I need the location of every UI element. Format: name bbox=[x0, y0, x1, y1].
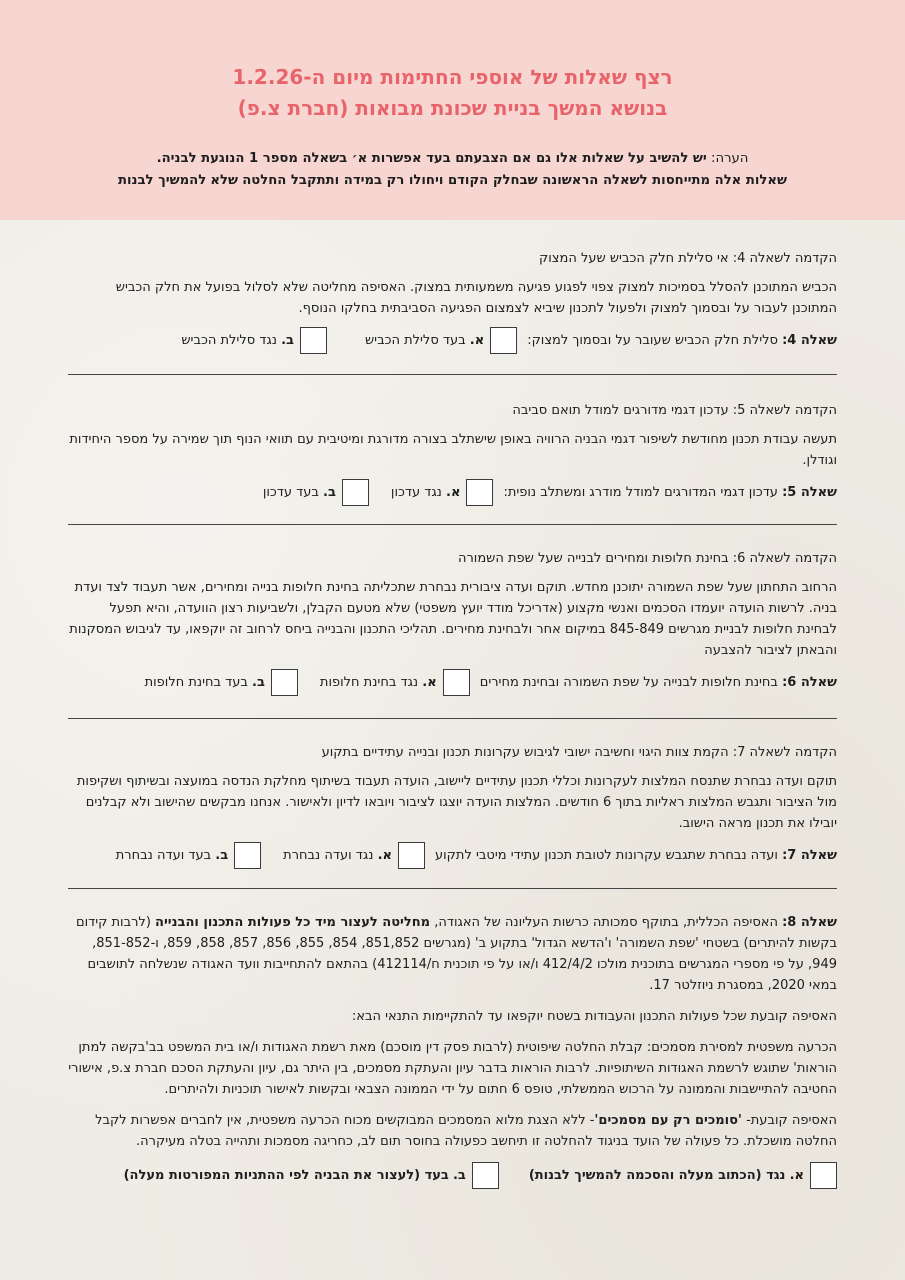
q5-checkbox-a[interactable] bbox=[466, 479, 493, 506]
q8-p1c: (לרבות קידום בקשות להיתרים) בשטחי 'שפת השמורה' ו'הדשא הגדול' בתקוע ב' (מגרשים 851,852, 854, 855, 856, 857, 858, 859, ו-851-852, 949, על פי מספרי המגרשים בתוכנית מולכו 412/4/2 ו/או על פי תוכנית ח/412114) בהתאם להתחייבות וועד האגודה שנשלחה לתושבים במאי 2020, במסגרת ניוזלטר 17. bbox=[75, 915, 837, 993]
q8-option-a-letter: א. bbox=[789, 1168, 804, 1183]
q6-intro-title: הקדמה לשאלה 6: בחינת חלופות ומחירים לבנייה שעל שפת השמורה bbox=[457, 551, 837, 566]
note-block bbox=[60, 148, 845, 192]
q6-question bbox=[480, 672, 837, 693]
note-label: הערה: bbox=[711, 151, 749, 166]
q5-option-b-label: בעד עדכון bbox=[262, 485, 319, 500]
q4-option-b-letter: ב. bbox=[281, 333, 294, 348]
q6-label: שאלה 6: bbox=[782, 675, 837, 690]
q8-paragraph-4 bbox=[68, 1110, 837, 1152]
q6-option-a[interactable] bbox=[320, 669, 470, 696]
q8-paragraph-3: הכרעה משפטית למסירת מסמכים: קבלת החלטה שיפוטית (לרבות פסק דין מוסכם) מאת רשמת האגודות ו/או בית המשפט בב'בקשה למתן הוראות' שתוגש לרשמת האגודות השיתופיות. לרבות הוראות בדבר עיון והעתקת מסמכים, בין היתר גם, עיון והעתקת הסכם חברת צ.פ, אישורי החטיבה להתיישבות והממונה על הרכוש הממשלתי, טופס 6 חתום על ידי הממונה הצבאי ובקשות לאישור תוכניות ולהיתרים. bbox=[68, 1040, 837, 1097]
q6-option-a-letter: א. bbox=[422, 675, 437, 690]
q7-intro-text: תוקם ועדה נבחרת שתנסח המלצות לעקרונות וכללי תכנון עתידיים ליישוב, הועדה תעבוד בשיתוף מחלקת הנדסה במועצה ובשיתוף ושקיפות מול הציבור ותגבש המלצות ראליות בתוך 6 חודשים. המלצות הועדה יוצגו לציבור ויובאו לדיון ולאישור. אנחנו מבקשים שהישוב ולא קבלנים יובילו את תכנון מראה הישוב. bbox=[76, 774, 837, 831]
q7-option-a-letter: א. bbox=[377, 848, 392, 863]
q7-question bbox=[435, 845, 837, 866]
q4-question-text: סלילת חלק הכביש שעובר על ובסמוך למצוק: bbox=[527, 333, 778, 348]
q8-answer-row bbox=[68, 1162, 837, 1189]
note-text-2c: להמשיך לבנות bbox=[118, 173, 207, 188]
q8-p4a: האסיפה קובעת- bbox=[746, 1113, 837, 1128]
q7-checkbox-a[interactable] bbox=[398, 842, 425, 869]
q5-label: שאלה 5: bbox=[782, 485, 837, 500]
q4-question bbox=[527, 330, 837, 351]
q4-label: שאלה 4: bbox=[782, 333, 837, 348]
q4-answer-row bbox=[68, 327, 837, 354]
q4-option-a-label: בעד סלילת הכביש bbox=[364, 333, 466, 348]
q4-checkbox-a[interactable] bbox=[490, 327, 517, 354]
divider-4 bbox=[68, 888, 837, 889]
document-title bbox=[0, 62, 905, 124]
q4-checkbox-b[interactable] bbox=[300, 327, 327, 354]
q7-option-b-label: בעד ועדה נבחרת bbox=[115, 848, 212, 863]
note-line-1 bbox=[60, 148, 845, 170]
q6-option-a-label: נגד בחינת חלופות bbox=[319, 675, 419, 690]
q8-paragraph-2: האסיפה קובעת שכל פעולות התכנון והעבודות בשטח יוקפאו עד להתקיימות התנאי הבא: bbox=[351, 1009, 837, 1024]
q6-checkbox-b[interactable] bbox=[271, 669, 298, 696]
note-text-2b: שלא bbox=[210, 173, 239, 188]
q7-answer-row bbox=[68, 842, 837, 869]
q8-paragraph-1 bbox=[68, 912, 837, 996]
q8-p1b: מחליטה לעצור מיד כל פעולות התכנון והבנייה bbox=[155, 915, 431, 930]
q5-option-a-letter: א. bbox=[446, 485, 461, 500]
q8-p4b: 'סומכים רק עם מסמכים' bbox=[594, 1113, 742, 1128]
question-4-section bbox=[68, 248, 837, 354]
q8-checkbox-a[interactable] bbox=[810, 1162, 837, 1189]
question-8-section bbox=[68, 912, 837, 1189]
question-6-section bbox=[68, 548, 837, 696]
q8-checkbox-b[interactable] bbox=[472, 1162, 499, 1189]
q7-option-b-letter: ב. bbox=[215, 848, 229, 863]
q4-option-b-label: נגד סלילת הכביש bbox=[181, 333, 277, 348]
divider-2 bbox=[68, 524, 837, 525]
q4-intro-title: הקדמה לשאלה 4: אי סלילת חלק הכביש שעל המצוק bbox=[539, 251, 837, 266]
q5-question-text: עדכון דגמי המדורגים למודל מודרג ומשתלב נופית: bbox=[503, 485, 778, 500]
q8-option-b-letter: ב. bbox=[452, 1168, 466, 1183]
q7-intro-title: הקדמה לשאלה 7: הקמת צוות היגוי וחשיבה ישובי לגיבוש עקרונות תכנון ובנייה עתידיים בתקוע bbox=[321, 745, 837, 760]
q7-label: שאלה 7: bbox=[782, 848, 837, 863]
divider-1 bbox=[68, 374, 837, 375]
q7-option-a[interactable] bbox=[283, 842, 425, 869]
q8-p4c: - ללא הצגת מלוא המסמכים המבוקשים מכוח הכרעה משפטית, אין לחברים אפשרות לקבל החלטה מושכלת. כל פעולה של הועד בניגוד להחלטה זו תיחשב כפעולה בחוסר תום לב, כחריגה מסמכות ותהייה בטלה מעיקרה. bbox=[95, 1113, 837, 1149]
note-text-2a: שאלות אלה מתייחסות לשאלה הראשונה שבחלק הקודם ויחולו רק במידה ותתקבל החלטה bbox=[242, 173, 787, 188]
question-5-section bbox=[68, 400, 837, 506]
note-line-2 bbox=[60, 170, 845, 192]
q8-option-b[interactable] bbox=[124, 1162, 499, 1189]
q5-option-a[interactable] bbox=[391, 479, 494, 506]
note-text-1: יש להשיב על שאלות אלו גם אם הצבעתם בעד אפשרות א׳ בשאלה מספר 1 הנוגעת לבניה. bbox=[156, 151, 707, 166]
q5-question bbox=[503, 482, 837, 503]
q6-option-b-letter: ב. bbox=[252, 675, 265, 690]
q8-option-a[interactable] bbox=[529, 1162, 837, 1189]
q6-checkbox-a[interactable] bbox=[443, 669, 470, 696]
q5-intro-text: תעשה עבודת תכנון מחודשת לשיפור דגמי הבניה הרוויה באופן שישתלב בצורה מדורגת ומיטיבית עם תוואי הנוף תוך שמירה על מספר היחידות וגודלן. bbox=[69, 432, 837, 468]
q6-question-text: בחינת חלופות לבנייה על שפת השמורה ובחינת מחירים bbox=[479, 675, 778, 690]
title-line-1: רצף שאלות של אוספי החתימות מיום ה-1.2.26 bbox=[232, 65, 673, 89]
q7-option-a-label: נגד ועדה נבחרת bbox=[283, 848, 374, 863]
q6-intro-text: הרחוב התחתון שעל שפת השמורה יתוכנן מחדש. תוקם ועדה ציבורית נבחרת שתכליתה בחינת חלופות בנייה ומחירים, אשר תעבוד לצד ועדת בניה. לרשות הועדה יועמדו הסכמים ואנשי מקצוע (אדריכל מודד יועץ משפטי) שלא מטעם הקבלן, ולשביעות רצון הוועדה, והיא תפעל לבחינת חלופות לבניית מגרשים 845-849 במיקום אחר ולבחינת מחירים. תהליכי התכנון והבנייה ביחס לרחוב זה יוקפאו, עד לגיבוש המסקנות והבאתן לציבור להצבעה bbox=[69, 580, 837, 658]
divider-3 bbox=[68, 718, 837, 719]
q8-p1a: האסיפה הכללית, בתוקף סמכותה כרשות העליונה של האגודה, bbox=[434, 915, 778, 930]
q8-option-a-label: נגד (הכתוב מעלה והסכמה להמשיך לבנות) bbox=[528, 1168, 786, 1183]
q8-option-b-label: בעד (לעצור את הבניה לפי ההתניות המפורטות מעלה) bbox=[123, 1168, 449, 1183]
q4-intro-text: הכביש המתוכנן להסלל בסמיכות למצוק צפוי לפגוע פגיעה משמעותית במצוק. האסיפה מחליטה שלא לסלול בפועל את חלק הכביש המתוכנן לעבור על ובסמוך למצוק ולפעול לתכנון שיביא לצמצום הפגיעה הסביבתית בחלקו הנוסף. bbox=[115, 280, 837, 316]
q5-option-b[interactable] bbox=[263, 479, 369, 506]
q8-label: שאלה 8: bbox=[782, 915, 837, 930]
q5-answer-row bbox=[68, 479, 837, 506]
q5-intro-title: הקדמה לשאלה 5: עדכון דגמי מדורגים למודל תואם סביבה bbox=[512, 403, 837, 418]
q4-option-a[interactable] bbox=[365, 327, 517, 354]
q4-option-a-letter: א. bbox=[469, 333, 485, 348]
q6-option-b-label: בעד בחינת חלופות bbox=[144, 675, 248, 690]
q4-option-b[interactable] bbox=[181, 327, 327, 354]
q7-checkbox-b[interactable] bbox=[234, 842, 261, 869]
q6-answer-row bbox=[68, 669, 837, 696]
title-line-2: בנושא המשך בניית שכונת מבואות (חברת צ.פ) bbox=[237, 96, 668, 120]
q7-question-text: ועדה נבחרת שתגבש עקרונות לטובת תכנון עתידי מיטבי לתקוע bbox=[435, 848, 778, 863]
q5-option-b-letter: ב. bbox=[323, 485, 336, 500]
q5-checkbox-b[interactable] bbox=[342, 479, 369, 506]
q6-option-b[interactable] bbox=[145, 669, 298, 696]
question-7-section bbox=[68, 742, 837, 869]
q5-option-a-label: נגד עדכון bbox=[390, 485, 442, 500]
q7-option-b[interactable] bbox=[116, 842, 261, 869]
